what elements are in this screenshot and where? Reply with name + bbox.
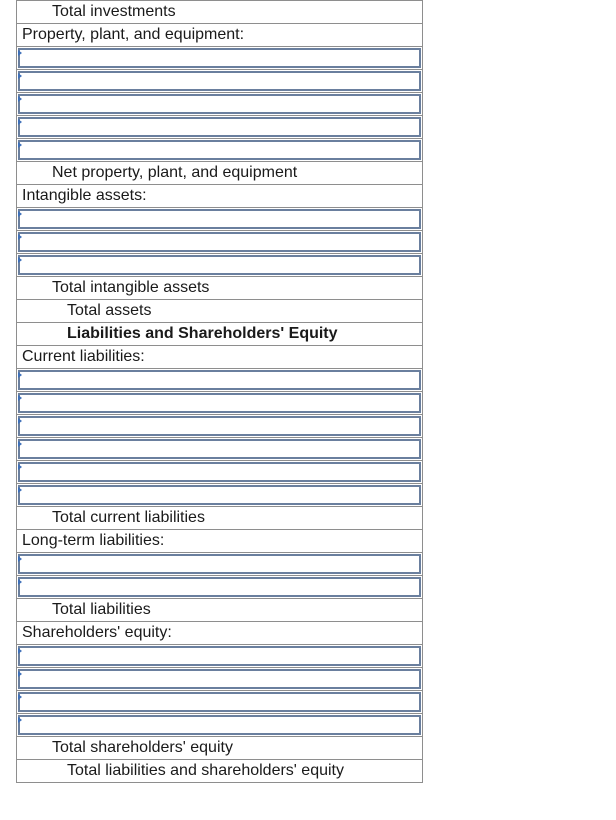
line-label-current-liabilities: Current liabilities: [16,346,423,369]
line-label-total-assets: Total assets [16,300,423,323]
row-marker-icon [18,671,22,677]
entry-row [16,231,423,254]
row-marker-icon [18,418,22,424]
entry-row [16,576,423,599]
row-marker-icon [18,579,22,585]
row-marker-icon [18,487,22,493]
entry-input[interactable] [18,715,421,735]
line-label-long-term-liabilities: Long-term liabilities: [16,530,423,553]
entry-row [16,438,423,461]
row-marker-icon [18,96,22,102]
entry-input[interactable] [18,232,421,252]
entry-input[interactable] [18,71,421,91]
entry-row [16,461,423,484]
entry-row [16,645,423,668]
entry-row [16,208,423,231]
entry-input[interactable] [18,94,421,114]
entry-input[interactable] [18,669,421,689]
row-marker-icon [18,648,22,654]
row-marker-icon [18,464,22,470]
entry-row [16,553,423,576]
entry-input[interactable] [18,554,421,574]
entry-row [16,369,423,392]
line-label-liabilities-and-shareholders-equity: Liabilities and Shareholders' Equity [16,323,423,346]
line-label-net-property-plant-and-equipment: Net property, plant, and equipment [16,162,423,185]
row-marker-icon [18,717,22,723]
entry-input[interactable] [18,439,421,459]
line-label-total-shareholders-equity: Total shareholders' equity [16,737,423,760]
entry-input[interactable] [18,393,421,413]
row-marker-icon [18,694,22,700]
row-marker-icon [18,119,22,125]
entry-input[interactable] [18,416,421,436]
row-marker-icon [18,50,22,56]
line-label-total-intangible-assets: Total intangible assets [16,277,423,300]
row-marker-icon [18,73,22,79]
entry-row [16,714,423,737]
entry-input[interactable] [18,255,421,275]
entry-input[interactable] [18,577,421,597]
row-marker-icon [18,142,22,148]
entry-input[interactable] [18,692,421,712]
row-marker-icon [18,211,22,217]
row-marker-icon [18,372,22,378]
entry-row [16,415,423,438]
line-label-total-current-liabilities: Total current liabilities [16,507,423,530]
entry-input[interactable] [18,140,421,160]
entry-input[interactable] [18,117,421,137]
entry-row [16,116,423,139]
entry-row [16,47,423,70]
row-marker-icon [18,257,22,263]
entry-input[interactable] [18,485,421,505]
entry-row [16,691,423,714]
entry-row [16,93,423,116]
entry-input[interactable] [18,646,421,666]
entry-input[interactable] [18,48,421,68]
line-label-property-plant-and-equipment: Property, plant, and equipment: [16,24,423,47]
line-label-shareholders-equity: Shareholders' equity: [16,622,423,645]
line-label-total-liabilities-and-shareholders-equity: Total liabilities and shareholders' equity [16,760,423,783]
line-label-total-liabilities: Total liabilities [16,599,423,622]
balance-sheet-table [16,0,423,783]
line-label-intangible-assets: Intangible assets: [16,185,423,208]
entry-row [16,392,423,415]
entry-row [16,668,423,691]
entry-input[interactable] [18,462,421,482]
row-marker-icon [18,395,22,401]
row-marker-icon [18,234,22,240]
entry-row [16,254,423,277]
entry-row [16,484,423,507]
entry-row [16,139,423,162]
row-marker-icon [18,441,22,447]
entry-input[interactable] [18,209,421,229]
row-marker-icon [18,556,22,562]
entry-input[interactable] [18,370,421,390]
entry-row [16,70,423,93]
line-label-total-investments: Total investments [16,0,423,24]
